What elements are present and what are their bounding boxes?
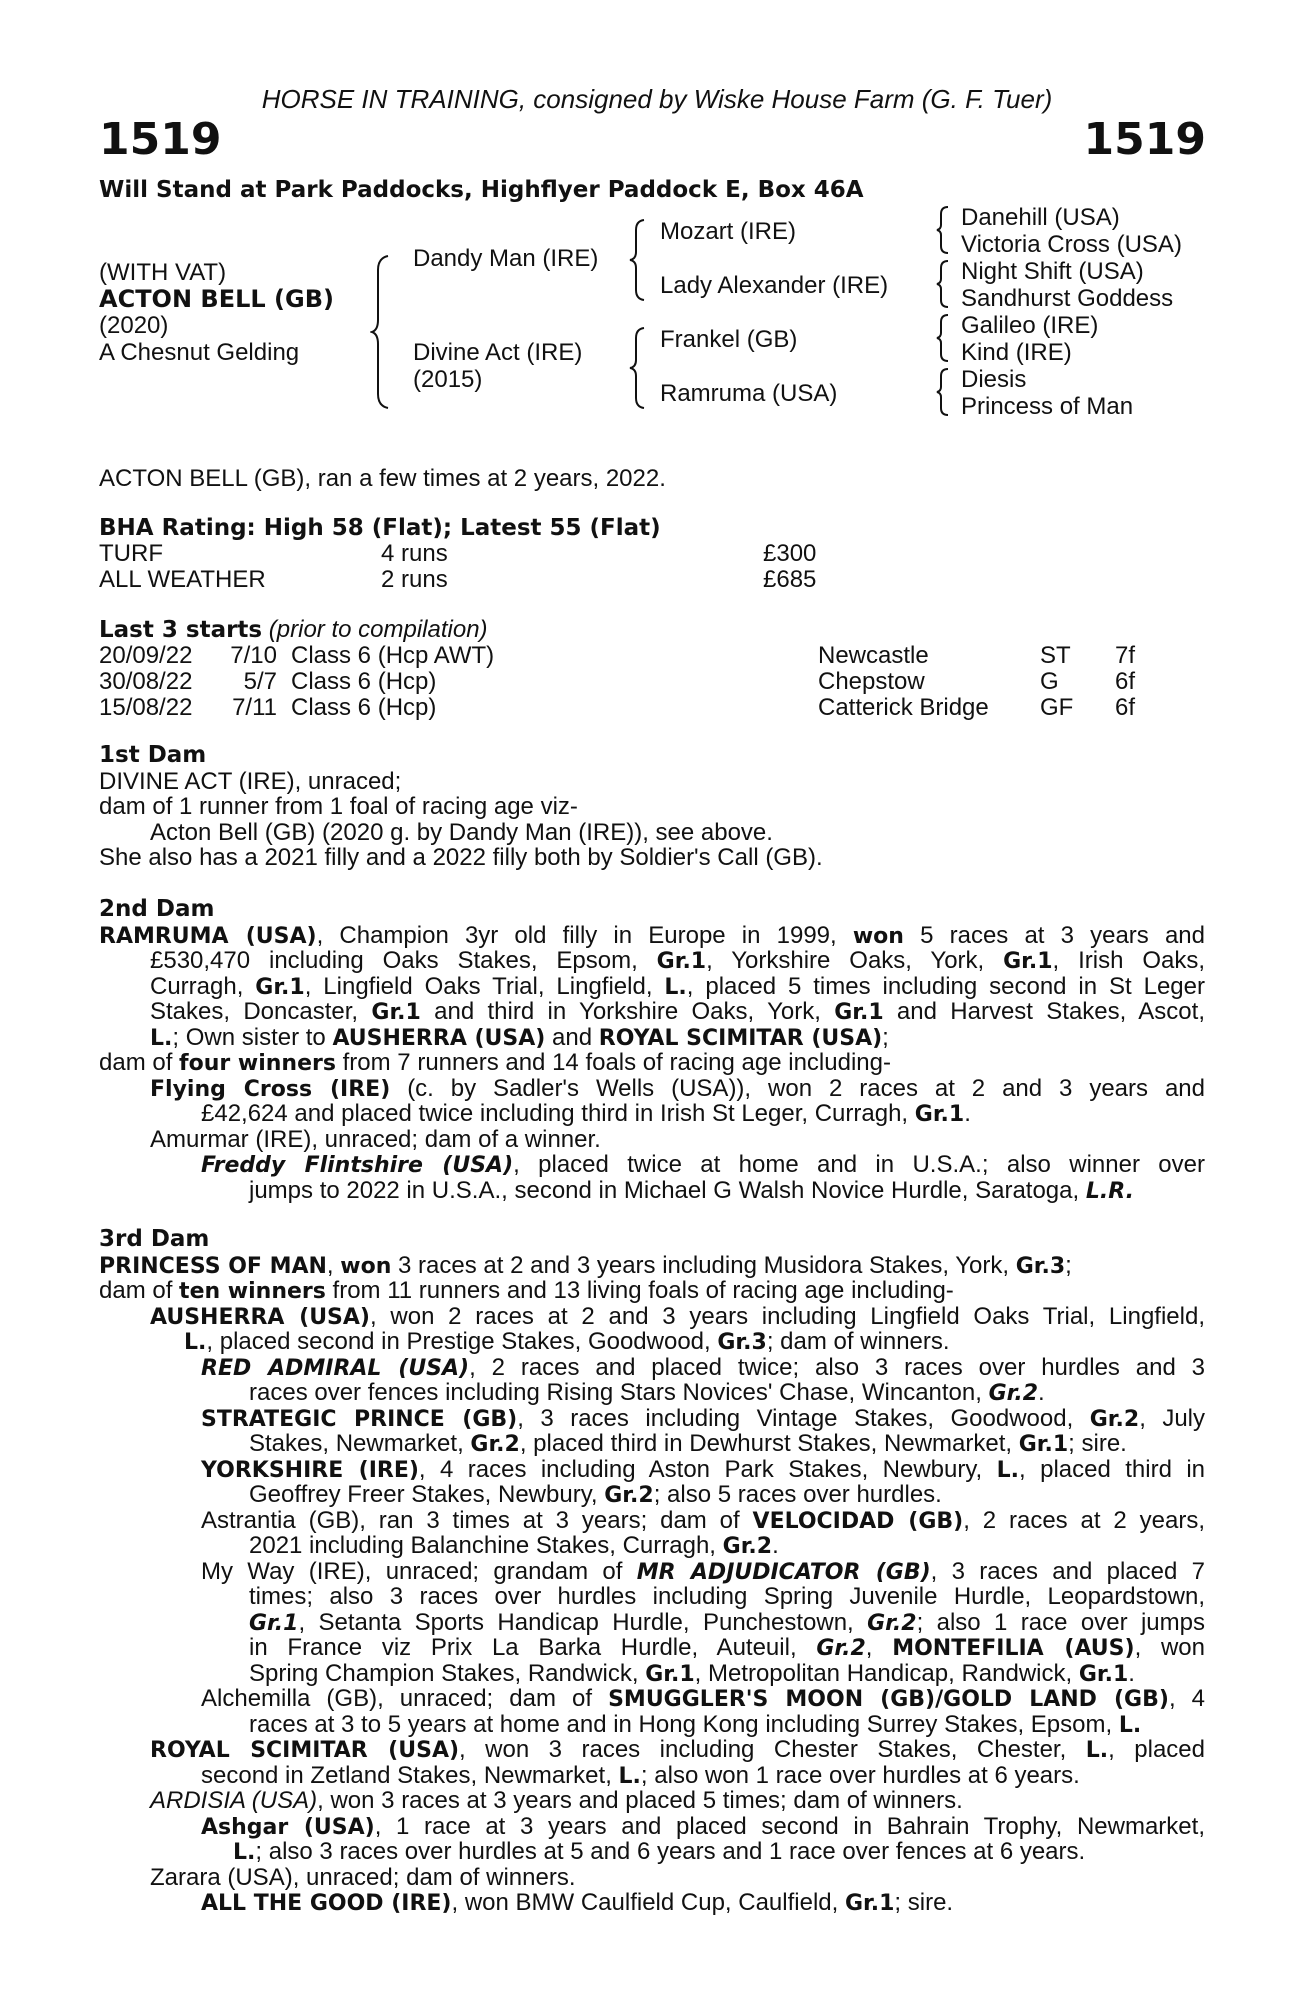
gp-brace-3 [935, 313, 951, 363]
second-dam-line: RAMRUMA (USA), Champion 3yr old filly in Europe in 1999, won 5 races at 3 years and [99, 921, 1205, 949]
gg-2: Victoria Cross (USA) [961, 231, 1182, 258]
start-course: Chepstow [818, 668, 925, 695]
gg-3: Night Shift (USA) [961, 258, 1144, 285]
second-dam-line: dam of four winners from 7 runners and 14 foals of racing age including- [99, 1049, 891, 1076]
third-dam-section [99, 1227, 1205, 1916]
third-dam-line: Spring Champion Stakes, Randwick, Gr.1, Metropolitan Handicap, Randwick, Gr.1. [249, 1659, 1135, 1687]
stand-location: Will Stand at Park Paddocks, Highflyer Paddock E, Box 46A [99, 177, 864, 203]
third-dam-line: L., placed second in Prestige Stakes, Goodwood, Gr.3; dam of winners. [184, 1328, 950, 1355]
third-dam-line: dam of ten winners from 11 runners and 13 living foals of racing age including- [99, 1277, 954, 1304]
second-dam-line: Flying Cross (IRE) (c. by Sadler's Wells (USA)), won 2 races at 2 and 3 years and [150, 1074, 1205, 1102]
start-going: G [1040, 668, 1059, 695]
third-dam-line: My Way (IRE), unraced; grandam of MR ADJUDICATOR (GB), 3 races and placed 7 [201, 1557, 1206, 1585]
rating-runs: 2 runs [381, 566, 448, 593]
horse-description: A Chesnut Gelding [99, 339, 300, 366]
third-dam-line: YORKSHIRE (IRE), 4 races including Aston Park Stakes, Newbury, L., placed third in [201, 1455, 1206, 1483]
first-dam-line: Acton Bell (GB) (2020 g. by Dandy Man (IRE)), see above. [150, 818, 773, 846]
horse-year: (2020) [99, 312, 169, 339]
gg-6: Kind (IRE) [961, 339, 1072, 366]
third-dam-line: PRINCESS OF MAN, won 3 races at 2 and 3 years including Musidora Stakes, York, Gr.3; [99, 1251, 1072, 1279]
start-distance: 6f [1115, 668, 1136, 695]
dam-dam: Ramruma (USA) [660, 380, 838, 407]
third-dam-line: Alchemilla (GB), unraced; dam of SMUGGLER'S MOON (GB)/GOLD LAND (GB), 4 [201, 1685, 1206, 1712]
lot-number-left: 1519 [99, 114, 222, 165]
start-race: Class 6 (Hcp AWT) [291, 642, 495, 669]
start-course: Newcastle [818, 642, 929, 669]
third-dam-line: second in Zetland Stakes, Newmarket, L.; also won 1 race over hurdles at 6 years. [201, 1761, 1080, 1789]
gg-4: Sandhurst Goddess [961, 285, 1174, 312]
start-race: Class 6 (Hcp) [291, 694, 437, 721]
rating-surface: ALL WEATHER [99, 566, 266, 593]
third-dam-line: ARDISIA (USA), won 3 races at 3 years and placed 5 times; dam of winners. [150, 1787, 963, 1814]
pedigree-brace-main [370, 254, 392, 410]
gp-brace-1 [935, 205, 951, 255]
start-race: Class 6 (Hcp) [291, 668, 437, 695]
third-dam-line: Ashgar (USA), 1 race at 3 years and placed second in Bahrain Trophy, Newmarket, [201, 1812, 1205, 1840]
first-dam-line: dam of 1 runner from 1 foal of racing age viz- [99, 793, 578, 820]
third-dam-line: 2021 including Balanchine Stakes, Curragh, Gr.2. [249, 1532, 779, 1559]
start-position: 7/11 [232, 694, 277, 721]
second-dam-line: jumps to 2022 in U.S.A., second in Michael G Walsh Novice Hurdle, Saratoga, L.R. [249, 1176, 1134, 1204]
start-date: 20/09/22 [99, 642, 193, 669]
horse-name: ACTON BELL (GB) [99, 285, 334, 313]
rating-surface: TURF [99, 540, 163, 567]
gg-7: Diesis [961, 366, 1027, 393]
sire-sire: Mozart (IRE) [660, 218, 797, 245]
third-dam-line: Stakes, Newmarket, Gr.2, placed third in Dewhurst Stakes, Newmarket, Gr.1; sire. [249, 1430, 1127, 1457]
third-dam-line: races at 3 to 5 years at home and in Hong Kong including Surrey Stakes, Epsom, L. [249, 1710, 1142, 1738]
dam-year: (2015) [413, 366, 483, 393]
third-dam-line: L.; also 3 races over hurdles at 5 and 6 years and 1 race over fences at 6 years. [233, 1838, 1086, 1865]
sire-dam: Lady Alexander (IRE) [660, 272, 889, 299]
starts-note: (prior to compilation) [268, 616, 488, 643]
first-dam-title: 1st Dam [99, 742, 207, 768]
third-dam-line: AUSHERRA (USA), won 2 races at 2 and 3 years including Lingfield Oaks Trial, Lingfield, [150, 1302, 1205, 1330]
start-going: GF [1040, 694, 1074, 721]
gg-1: Danehill (USA) [961, 204, 1120, 231]
gg-8: Princess of Man [961, 393, 1134, 420]
vat-note: (WITH VAT) [99, 259, 227, 286]
third-dam-line: ROYAL SCIMITAR (USA), won 3 races including Chester Stakes, Chester, L., placed [150, 1736, 1206, 1763]
first-dam-section [99, 743, 1205, 871]
sire-brace [628, 218, 648, 302]
third-dam-line: Geoffrey Freer Stakes, Newbury, Gr.2; also 5 races over hurdles. [249, 1481, 942, 1508]
dam-sire: Frankel (GB) [660, 326, 798, 353]
second-dam-title: 2nd Dam [99, 896, 215, 922]
third-dam-title: 3rd Dam [99, 1226, 210, 1252]
consignor-line: HORSE IN TRAINING, consigned by Wiske House Farm (G. F. Tuer) [261, 84, 1053, 114]
sire: Dandy Man (IRE) [413, 245, 599, 272]
gp-brace-2 [935, 259, 951, 309]
first-dam-line: She also has a 2021 filly and a 2022 filly both by Soldier's Call (GB). [99, 844, 823, 871]
third-dam-line: times; also 3 races over hurdles including Spring Juvenile Hurdle, Leopardstown, [249, 1583, 1205, 1610]
rating-earnings: £300 [763, 540, 817, 567]
start-course: Catterick Bridge [818, 694, 989, 721]
second-dam-line: Amurmar (IRE), unraced; dam of a winner. [150, 1125, 601, 1153]
second-dam-line: £530,470 including Oaks Stakes, Epsom, Gr.1, Yorkshire Oaks, York, Gr.1, Irish Oaks, [150, 947, 1206, 974]
second-dam-line: £42,624 and placed twice including third in Irish St Leger, Curragh, Gr.1. [201, 1100, 971, 1127]
rating-runs: 4 runs [381, 540, 448, 567]
dam-brace [628, 326, 648, 410]
second-dam-line: Curragh, Gr.1, Lingfield Oaks Trial, Lingfield, L., placed 5 times including second in St Leger [150, 972, 1205, 1000]
gg-5: Galileo (IRE) [961, 312, 1099, 339]
third-dam-line: RED ADMIRAL (USA), 2 races and placed twice; also 3 races over hurdles and 3 [201, 1353, 1206, 1381]
third-dam-line: Zarara (USA), unraced; dam of winners. [150, 1863, 576, 1891]
second-dam-line: Freddy Flintshire (USA), placed twice at home and in U.S.A.; also winner over [201, 1151, 1205, 1178]
starts-title: Last 3 starts [99, 617, 263, 643]
third-dam-line: races over fences including Rising Stars Novices' Chase, Wincanton, Gr.2. [249, 1379, 1045, 1406]
start-date: 30/08/22 [99, 668, 193, 695]
start-position: 5/7 [243, 668, 277, 695]
starts-heading [99, 616, 488, 644]
third-dam-line: STRATEGIC PRINCE (GB), 3 races including Vintage Stakes, Goodwood, Gr.2, July [201, 1404, 1206, 1432]
second-dam-line: Stakes, Doncaster, Gr.1 and third in Yorkshire Oaks, York, Gr.1 and Harvest Stakes, Ascot, [150, 998, 1205, 1025]
third-dam-line: ALL THE GOOD (IRE), won BMW Caulfield Cup, Caulfield, Gr.1; sire. [201, 1889, 954, 1916]
third-dam-line: Gr.1, Setanta Sports Handicap Hurdle, Punchestown, Gr.2; also 1 race over jumps [249, 1608, 1205, 1636]
start-date: 15/08/22 [99, 694, 193, 721]
gp-brace-4 [935, 367, 951, 417]
start-distance: 6f [1115, 694, 1136, 721]
start-going: ST [1040, 642, 1071, 669]
third-dam-line: Astrantia (GB), ran 3 times at 3 years; dam of VELOCIDAD (GB), 2 races at 2 years, [201, 1506, 1205, 1534]
start-position: 7/10 [230, 642, 277, 669]
dam: Divine Act (IRE) [413, 339, 583, 366]
start-distance: 7f [1115, 642, 1136, 669]
race-summary: ACTON BELL (GB), ran a few times at 2 years, 2022. [99, 465, 666, 492]
second-dam-line: L.; Own sister to AUSHERRA (USA) and ROYAL SCIMITAR (USA); [150, 1023, 889, 1051]
rating-earnings: £685 [763, 566, 817, 593]
first-dam-line: DIVINE ACT (IRE), unraced; [99, 767, 402, 795]
third-dam-line: in France viz Prix La Barka Hurdle, Auteuil, Gr.2, MONTEFILIA (AUS), won [249, 1634, 1205, 1661]
lot-number-right: 1519 [1083, 114, 1206, 165]
second-dam-section [99, 897, 1205, 1203]
rating-title: BHA Rating: High 58 (Flat); Latest 55 (Flat) [99, 515, 661, 541]
